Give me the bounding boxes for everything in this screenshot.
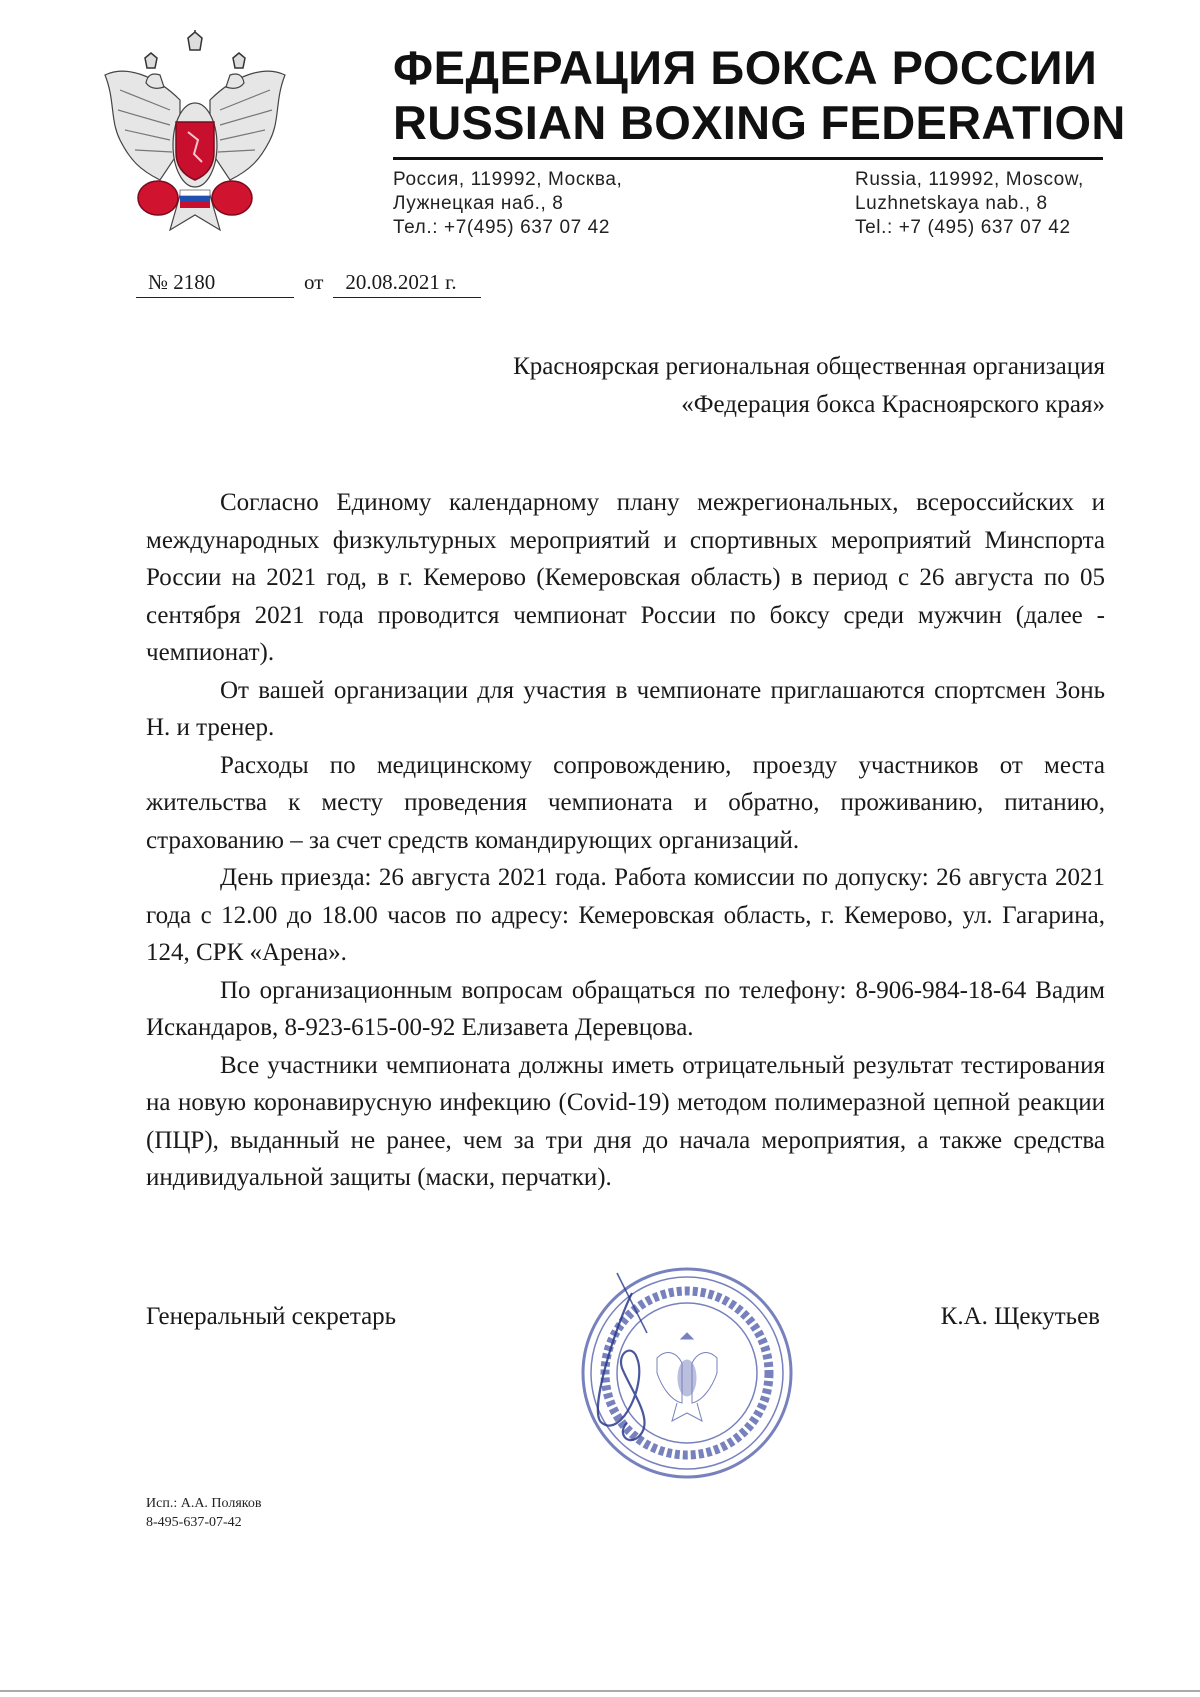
body-paragraph: Все участники чемпионата должны иметь отрицательный результат тестирования на новую коронавирусную инфекцию (Covid-19) методом полимеразной цепной реакции (ПЦР), выданный не ранее, чем за три дня до начала мероприятия, а также средства индивидуальной защиты (маски, перчатки).: [146, 1051, 1105, 1191]
body-paragraph: По организационным вопросам обращаться по телефону: 8-906-984-18-64 Вадим Искандаров, 8-923-615-00-92 Елизавета Деревцова.: [146, 976, 1105, 1041]
address-ru-line: Лужнецкая наб., 8: [393, 193, 564, 214]
reference-number: 2180: [173, 270, 216, 294]
address-en-line: Russia, 119992, Moscow,: [855, 169, 1084, 190]
page-bottom-edge: [0, 1690, 1200, 1692]
executor-name: Исп.: А.А. Поляков: [146, 1496, 262, 1511]
address-en: [855, 168, 1084, 240]
recipient-line: Красноярская региональная общественная организация: [513, 353, 1105, 380]
address-ru: [393, 168, 622, 240]
reference-date: 20.08.2021 г.: [333, 270, 481, 298]
recipient-line: «Федерация бокса Красноярского края»: [681, 391, 1105, 418]
address-ru-line: Россия, 119992, Москва,: [393, 169, 623, 190]
executor-phone: 8-495-637-07-42: [146, 1515, 242, 1530]
org-name-ru: ФЕДЕРАЦИЯ БОКСА РОССИИ: [393, 41, 1098, 94]
address-en-line: Luzhnetskaya nab., 8: [855, 193, 1048, 214]
signatory-title: Генеральный секретарь: [146, 1303, 397, 1330]
body-paragraph: Согласно Единому календарному плану межрегиональных, всероссийских и международных физкультурных мероприятий и спортивных мероприятий Минспорта России на 2021 год, в г. Кемерово (Кемеровская область) в период с 26 августа по 05 сентября 2021 года проводится чемпионат России по боксу среди мужчин (далее - чемпионат).: [146, 489, 1105, 666]
body-paragraph: Расходы по медицинскому сопровождению, проезду участников от места жительства к месту проведения чемпионата и обратно, проживанию, питанию, страхованию – за счет средств командирующих организаций.: [146, 751, 1105, 854]
header-divider: [393, 157, 1103, 160]
reference-line: [136, 270, 481, 298]
reference-number-field: [136, 270, 294, 298]
recipient-block: [513, 348, 1105, 424]
org-name-en: RUSSIAN BOXING FEDERATION: [393, 96, 1126, 149]
letter-body: [146, 484, 1105, 1197]
official-seal-stamp-icon: [577, 1263, 797, 1483]
address-ru-line: Тел.: +7(495) 637 07 42: [393, 217, 611, 238]
number-label: №: [148, 270, 169, 294]
double-headed-eagle-emblem-icon: [100, 30, 290, 240]
body-paragraph: От вашей организации для участия в чемпионате приглашаются спортсмен Зонь Н. и тренер.: [146, 676, 1105, 741]
signatory-name: К.А. Щекутьев: [940, 1303, 1100, 1330]
from-label: от: [304, 270, 324, 294]
address-en-line: Tel.: +7 (495) 637 07 42: [855, 217, 1071, 238]
body-paragraph: День приезда: 26 августа 2021 года. Работа комиссии по допуску: 26 августа 2021 года с 12.00 до 18.00 часов по адресу: Кемеровская область, г. Кемерово, ул. Гагарина, 124, СРК «Арена».: [146, 864, 1105, 966]
executor-block: [146, 1494, 261, 1532]
